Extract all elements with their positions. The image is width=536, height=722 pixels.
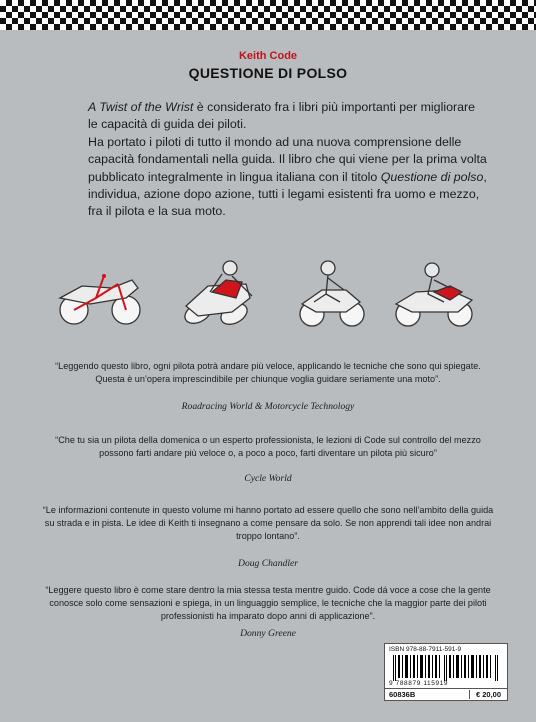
- rider-front-view-icon: [300, 261, 364, 326]
- isbn-text: ISBN 978-88-7911-591-9: [389, 646, 462, 653]
- author-name: Keith Code: [238, 50, 298, 62]
- rider-cornering-icon: [181, 261, 252, 329]
- review-quote: “Le informazioni contenute in questo volume mi hanno portato ad essere quello che sono nell’ambito della guida su strada e in pista. Le idee di Keith ti insegnano a come pensare da solo. Se non apprendi tali idee non andrai troppo lontano”.: [42, 505, 494, 541]
- review-quote: “Leggendo questo libro, ogni pilota potrà andare più veloce, applicando le tecniche che sono qui spiegate. Questa è un’opera imprescindibile per chiunque voglia guidare seriamente una moto”.: [55, 361, 481, 384]
- synopsis-text: , individua, azione dopo azione, tutti i legami esistenti fra uomo e mezzo, fra il pilota e la sua moto.: [88, 169, 487, 219]
- price-row: [385, 688, 507, 700]
- synopsis-paragraph-1: [88, 99, 488, 134]
- review-quote: “Leggere questo libro è come stare dentro la mia stessa testa mentre guido. Code dá voce a cose che la gente conosce solo come sensazioni e spiega, in un linguaggio semplice, le tecniche che la maggior parte dei piloti professionisti ha imparato dopo anni di applicazione”.: [45, 585, 491, 621]
- review-quote: “Che tu sia un pilota della domenica o un esperto professionista, le lezioni di Code sul controllo del mezzo possono farti andare più veloce o, a poco a poco, farti diventare un pilota più sicuro”: [55, 435, 481, 458]
- review-source: Cycle World: [244, 473, 292, 484]
- motorcycle-diagram-icon: [60, 274, 140, 324]
- illustration-strip: [46, 258, 486, 342]
- synopsis-paragraph-2: [88, 134, 488, 221]
- rider-side-view-icon: [396, 263, 472, 326]
- review-source: Doug Chandler: [238, 558, 298, 569]
- checkered-flag-border: [0, 0, 536, 30]
- barcode-icon: [391, 655, 501, 681]
- synopsis: [88, 99, 488, 221]
- barcode-digits: 9 788879 115919: [389, 680, 449, 687]
- product-code: 60836B: [389, 690, 416, 699]
- synopsis-text: Ha portato i piloti di tutto il mondo ad una nuova comprensione delle capacità fondamentali nella guida. Il libro che qui viene per la prima volta pubblicato integralmente in lingua italiana con il titolo: [88, 134, 487, 184]
- synopsis-text: è considerato fra i libri più importanti per migliorare le capacità di guida dei piloti.: [88, 100, 476, 132]
- barcode-label: [384, 643, 508, 701]
- original-title: A Twist of the Wrist: [88, 100, 194, 114]
- review-source: Donny Greene: [240, 628, 296, 639]
- italian-title: Questione di polso: [380, 169, 484, 184]
- book-title: QUESTIONE DI POLSO: [188, 65, 348, 81]
- price-tag: € 20,00: [469, 690, 501, 699]
- review-source: Roadracing World & Motorcycle Technology: [181, 401, 355, 412]
